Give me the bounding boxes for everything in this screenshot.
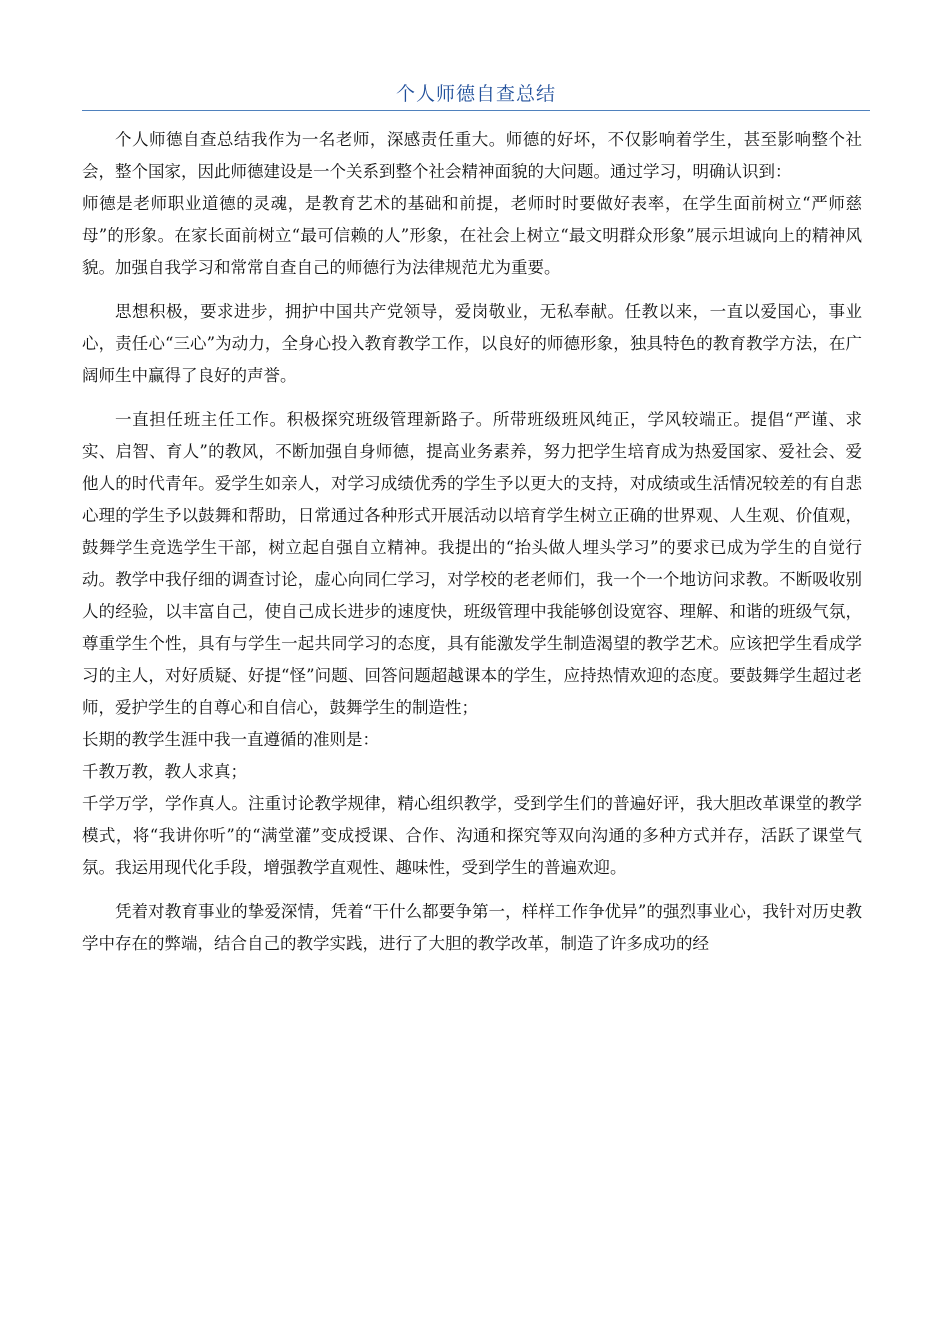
- page-header: [82, 80, 870, 111]
- paragraph-class-teacher: 一直担任班主任工作。积极探究班级管理新路子。所带班级班风纯正，学风较端正。提倡“严谨、求实、启智、育人”的教风，不断加强自身师德，提高业务素养，努力把学生培育成为热爱国家、爱社会、爱他人的时代青年。爱学生如亲人，对学习成绩优秀的学生予以更大的支持，对成绩或生活情况较差的有自悲心理的学生予以鼓舞和帮助，日常通过各种形式开展活动以培育学生树立正确的世界观、人生观、价值观，鼓舞学生竞选学生干部，树立起自强自立精神。我提出的“抬头做人埋头学习”的要求已成为学生的自觉行动。教学中我仔细的调查讨论，虚心向同仁学习，对学校的老老师们，我一个一个地访问求教。不断吸收别人的经验，以丰富自己，使自己成长进步的速度快，班级管理中我能够创设宽容、理解、和谐的班级气氛，尊重学生个性，具有与学生一起共同学习的态度，具有能激发学生制造渴望的教学艺术。应该把学生看成学习的主人，对好质疑、好提“怪”问题、回答问题超越课本的学生，应持热情欢迎的态度。要鼓舞学生超过老师，爱护学生的自尊心和自信心，鼓舞学生的制造性；: [82, 410, 862, 717]
- page-title: 个人师德自查总结: [395, 83, 556, 105]
- paragraph-principle-1: 千教万教，教人求真；: [82, 762, 247, 781]
- paragraph-principle-2: 千学万学，学作真人。注重讨论教学规律，精心组织教学，受到学生们的普遍好评，我大胆改革课堂的教学模式，将“我讲你听”的“满堂灌”变成授课、合作、沟通和探究等双向沟通的多种方式并存，活跃了课堂气氛。我运用现代化手段，增强教学直观性、趣味性，受到学生的普遍欢迎。: [82, 794, 862, 877]
- document-body: [82, 124, 862, 960]
- paragraph-reform: 凭着对教育事业的挚爱深情，凭着“干什么都要争第一，样样工作争优异”的强烈事业心，我针对历史教学中存在的弊端，结合自己的教学实践，进行了大胆的教学改革，制造了许多成功的经: [82, 902, 862, 953]
- paragraph-teacher-ethics: 师德是老师职业道德的灵魂，是教育艺术的基础和前提，老师时时要做好表率，在学生面前树立“严师慈母”的形象。在家长面前树立“最可信赖的人”形象，在社会上树立“最文明群众形象”展示坦诚向上的精神风貌。加强自我学习和常常自查自己的师德行为法律规范尤为重要。: [82, 194, 862, 277]
- paragraph-intro: 个人师德自查总结我作为一名老师，深感责任重大。师德的好坏，不仅影响着学生，甚至影响整个社会，整个国家，因此师德建设是一个关系到整个社会精神面貌的大问题。通过学习，明确认识到：: [82, 130, 862, 181]
- paragraph-principle-intro: 长期的教学生涯中我一直遵循的准则是：: [82, 730, 379, 749]
- paragraph-thought: 思想积极，要求进步，拥护中国共产党领导，爱岗敬业，无私奉献。任教以来，一直以爱国心，事业心，责任心“三心”为动力，全身心投入教育教学工作，以良好的师德形象，独具特色的教育教学方法，在广阔师生中赢得了良好的声誉。: [82, 302, 862, 385]
